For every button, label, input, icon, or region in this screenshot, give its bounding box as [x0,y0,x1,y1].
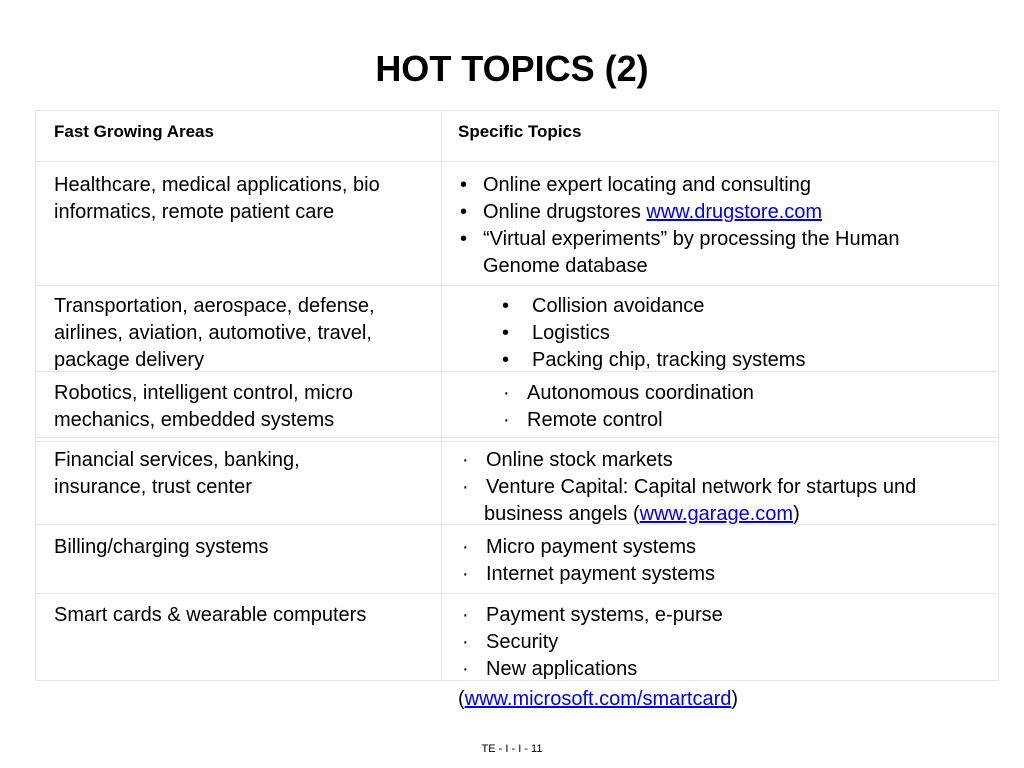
area-line: Transportation, aerospace, defense, [54,295,375,317]
item-text: Packing chip, tracking systems [532,349,806,371]
area-line: Billing/charging systems [54,536,269,558]
list-item [462,656,637,683]
bullet: · [503,382,510,404]
list-item [503,380,754,407]
bullet: · [462,563,469,585]
item-text: Payment systems, e-purse [486,604,723,626]
item-text: Remote control [527,409,663,431]
header-specific-topics: Specific Topics [458,122,582,141]
table-column-divider [441,110,442,681]
slide-footer: TE - I - I - 11 [481,743,543,755]
bullet: • [460,201,468,223]
bullet: • [460,174,468,196]
table-border-right [998,110,999,681]
table-divider [35,161,999,162]
item-text: Internet payment systems [486,563,715,585]
item-text: “Virtual experiments” by processing the Human [483,228,900,250]
table-border-top [35,110,999,111]
area-cell [54,293,375,374]
item-text: Logistics [532,322,610,344]
area-line: Financial services, banking, [54,449,300,471]
item-text: Security [486,631,559,653]
area-line: package delivery [54,349,205,371]
list-item [502,347,805,374]
bullet: • [502,295,510,317]
list-item [460,172,811,199]
bullet: · [503,409,510,431]
table-divider [35,285,999,286]
area-line: Smart cards & wearable computers [54,604,367,626]
area-line: insurance, trust center [54,476,252,498]
item-text: Micro payment systems [486,536,697,558]
bullet: • [460,228,468,250]
bullet: · [462,604,469,626]
item-text: New applications [486,658,638,680]
list-item [462,534,696,561]
item-text: Online drugstores [483,201,647,223]
area-line: Robotics, intelligent control, micro [54,382,354,404]
bullet: · [462,631,469,653]
list-item [503,407,663,434]
list-item [462,447,673,474]
slide-title: HOT TOPICS (2) [375,48,649,89]
bullet: · [462,658,469,680]
item-text: Collision avoidance [532,295,705,317]
bullet: · [462,536,469,558]
continuation-text: ( [458,688,465,710]
continuation-text: ) [731,688,739,710]
area-cell [54,380,353,434]
bullet: · [462,476,469,498]
continuation-text: ) [793,503,800,525]
list-item [460,226,899,253]
area-cell [54,602,366,629]
list-item [462,474,916,501]
table-divider [35,441,999,442]
bullet: • [502,322,510,344]
table-divider [35,437,999,438]
bullet: • [502,349,510,371]
item-text: Venture Capital: Capital network for startups und [486,476,917,498]
area-line: informatics, remote patient care [54,201,335,223]
area-cell [54,172,380,226]
item-continuation [484,501,800,528]
item-continuation [458,686,738,713]
area-line: airlines, aviation, automotive, travel, [54,322,372,344]
area-line: mechanics, embedded systems [54,409,335,431]
continuation-text: business angels ( [484,503,640,525]
list-item [502,293,704,320]
area-line: Healthcare, medical applications, bio [54,174,380,196]
list-item [502,320,610,347]
item-text: Online stock markets [486,449,673,471]
area-cell [54,447,300,501]
table-border-left [35,110,36,681]
list-item [462,561,715,588]
list-item [462,602,723,629]
list-item [462,629,558,656]
list-item [460,199,822,226]
item-continuation: Genome database [483,255,648,277]
microsoft-smartcard-link[interactable]: www.microsoft.com/smartcard [464,688,732,710]
item-text: Autonomous coordination [527,382,754,404]
area-cell [54,534,269,561]
drugstore-link[interactable]: www.drugstore.com [646,201,823,223]
bullet: · [462,449,469,471]
garage-link[interactable]: www.garage.com [639,503,794,525]
header-fast-growing-areas: Fast Growing Areas [54,122,214,141]
item-text: Online expert locating and consulting [483,174,811,196]
table-divider [35,593,999,594]
